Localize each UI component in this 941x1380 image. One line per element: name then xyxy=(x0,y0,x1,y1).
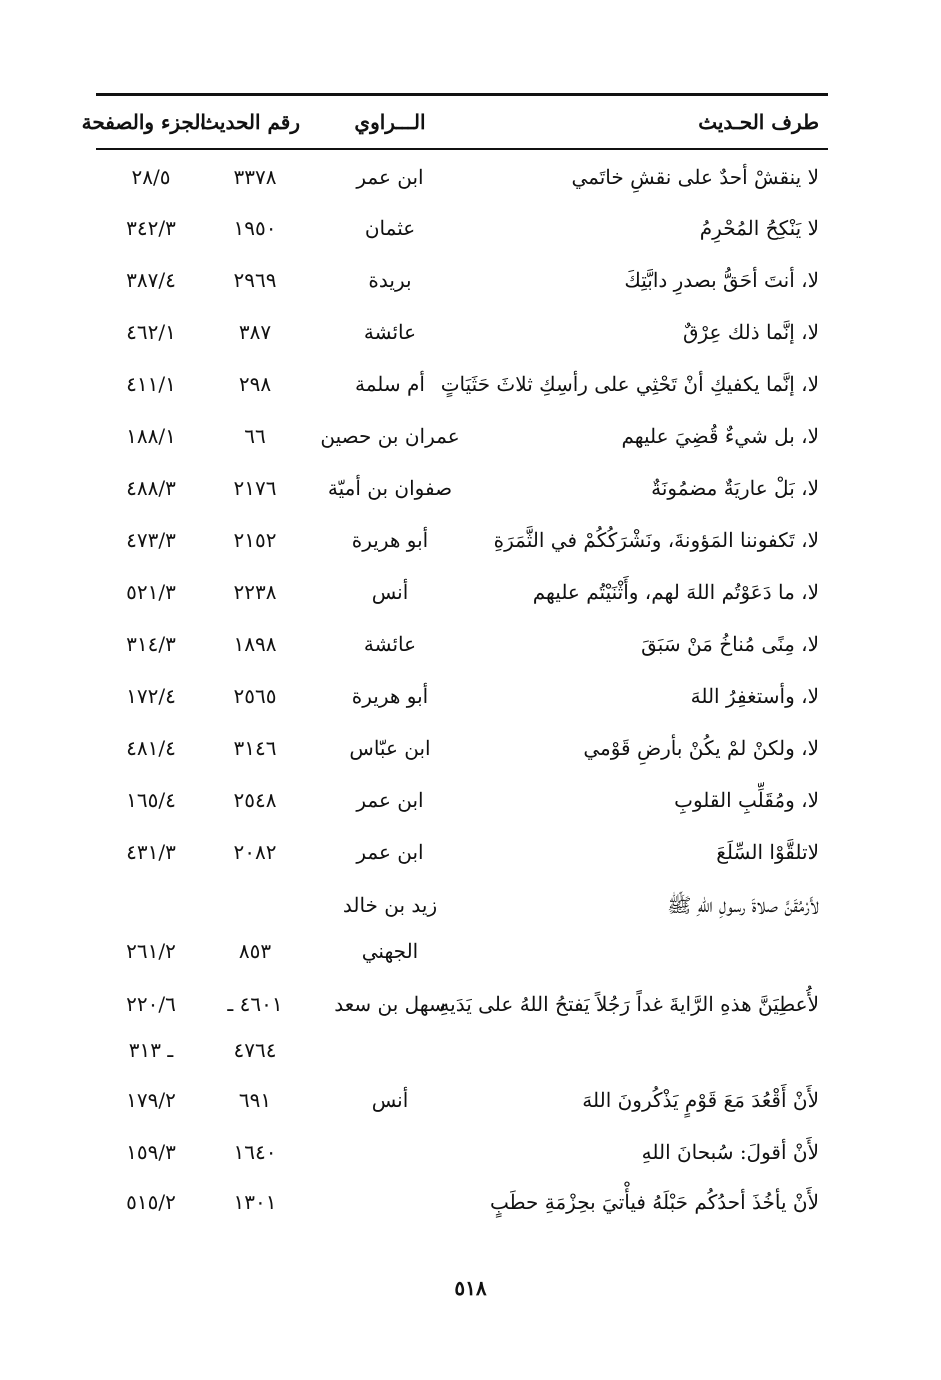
table-row xyxy=(0,476,941,526)
table-row xyxy=(0,528,941,578)
table-row xyxy=(0,992,941,1042)
narrator: أبو هريرة xyxy=(351,684,429,708)
volume-page: ٤٦٢/١ xyxy=(126,320,176,344)
volume-page: ١٧٩/٢ xyxy=(126,1088,176,1112)
header-narrator: الـــراوي xyxy=(354,110,426,134)
volume-page: ١٦٥/٤ xyxy=(126,788,176,812)
hadith-text: لا، تَكفوننا المَؤونةَ، ونَشْرَكُكُمْ في الثَّمَرَةِ xyxy=(493,528,819,552)
narrator: أنس xyxy=(371,1088,409,1112)
narrator: سهل بن سعد xyxy=(334,992,446,1016)
narrator: عمران بن حصين xyxy=(320,424,460,448)
hadith-number: ٤٧٦٤ xyxy=(233,1038,277,1062)
hadith-text: لا، بل شيءٌ قُضِيَ عليهم xyxy=(621,424,819,448)
narrator: ابن عمر xyxy=(356,165,424,189)
hadith-number: ٢٠٨٢ xyxy=(233,840,277,864)
table-row xyxy=(0,1088,941,1138)
narrator: بريدة xyxy=(368,268,412,292)
hadith-number: ٢٢٣٨ xyxy=(233,580,277,604)
hadith-text: لا، ومُقَلِّبِ القلوبِ xyxy=(674,788,819,812)
narrator: أبو هريرة xyxy=(351,528,429,552)
hadith-text: لا، مِنًى مُناخُ مَنْ سَبَقَ xyxy=(641,632,819,656)
hadith-number: ٦٦ xyxy=(244,424,266,448)
hadith-number: ٢٩٦٩ xyxy=(233,268,277,292)
header-hadith-text: طرف الحـديث xyxy=(698,110,819,134)
table-row xyxy=(0,893,941,943)
hadith-number: ١٣٠١ xyxy=(233,1190,277,1214)
hadith-text: لا، بَلْ عاريَةٌ مضمُونَةٌ xyxy=(651,476,819,500)
hadith-number: ١٩٥٠ xyxy=(233,216,277,240)
volume-page: ١٧٢/٤ xyxy=(126,684,176,708)
narrator: ابن عمر xyxy=(356,840,424,864)
table-row xyxy=(0,939,941,989)
narrator: عائشة xyxy=(363,632,417,656)
volume-page: ٤٨١/٤ xyxy=(126,736,176,760)
table-row xyxy=(0,736,941,786)
volume-page: ٤٨٨/٣ xyxy=(126,476,176,500)
narrator: أم سلمة xyxy=(355,372,425,396)
volume-page: ١٨٨/١ xyxy=(126,424,176,448)
table-row xyxy=(0,216,941,266)
narrator: عثمان xyxy=(364,216,416,240)
hadith-text: لا ينقشْ أحدٌ على نقشِ خاتَمي xyxy=(571,165,819,189)
volume-page: ٢٦١/٢ xyxy=(126,939,176,963)
hadith-text: لأَنْ يأخُذَ أحدُكُم حَبْلَهُ فيأْتيَ بحِزْمَةِ حطَبٍ xyxy=(489,1190,819,1214)
hadith-text: لا يَنْكِحُ المُحْرِمُ xyxy=(699,216,819,240)
narrator: ابن عمر xyxy=(356,788,424,812)
table-row xyxy=(0,840,941,890)
volume-page: ٤٣١/٣ xyxy=(126,840,176,864)
hadith-number: ٨٥٣ xyxy=(238,939,272,963)
table-row xyxy=(0,684,941,734)
table-row xyxy=(0,424,941,474)
hadith-text: لأَرْمُقَنَّ صلاةَ رسولِ اللهِ ﷺ xyxy=(667,893,819,917)
hadith-text: لا، أنتَ أحَقُّ بصدرِ دابَّتِكَ xyxy=(624,268,819,292)
volume-page: ٢٨/٥ xyxy=(131,165,171,189)
hadith-text: لا، ولكنْ لمْ يكُنْ بأرضِ قَوْمي xyxy=(583,736,819,760)
hadith-number: ٢١٧٦ xyxy=(233,476,277,500)
table-row xyxy=(0,1038,941,1088)
volume-page: ـ ٣١٣ xyxy=(128,1038,174,1062)
header-rule xyxy=(96,148,828,150)
hadith-number: ٦٩١ xyxy=(238,1088,272,1112)
narrator: صفوان بن أميّة xyxy=(327,476,453,500)
volume-page: ٣٨٧/٤ xyxy=(126,268,176,292)
volume-page: ٣٤٢/٣ xyxy=(126,216,176,240)
table-row xyxy=(0,788,941,838)
hadith-number: ٣١٤٦ xyxy=(233,736,277,760)
hadith-text: لا، ما دَعَوْتُم اللهَ لهم، وأَثْنَيْتُم عليهم xyxy=(532,580,819,604)
hadith-number: ١٨٩٨ xyxy=(233,632,277,656)
hadith-number: ٢٥٤٨ xyxy=(233,788,277,812)
volume-page: ١٥٩/٣ xyxy=(126,1140,176,1164)
hadith-text: لأَنْ أقولَ: سُبحانَ اللهِ xyxy=(641,1140,819,1164)
table-row xyxy=(0,268,941,318)
table-row xyxy=(0,1190,941,1240)
table-row xyxy=(0,632,941,682)
hadith-number: ٤٦٠١ ـ xyxy=(227,992,283,1016)
top-rule xyxy=(96,93,828,96)
volume-page: ٥٢١/٣ xyxy=(126,580,176,604)
hadith-text: لا، إنَّما ذلك عِرْقٌ xyxy=(682,320,819,344)
hadith-number: ٣٣٧٨ xyxy=(233,165,277,189)
volume-page: ٥١٥/٢ xyxy=(126,1190,176,1214)
hadith-number: ٢١٥٢ xyxy=(233,528,277,552)
narrator: ابن عبّاس xyxy=(349,736,431,760)
narrator: أنس xyxy=(371,580,409,604)
hadith-number: ٢٥٦٥ xyxy=(233,684,277,708)
hadith-text: لا، إنَّما يكفيكِ أنْ تَحْثِي على رأسِكِ ثلاثَ حَثَيَاتٍ xyxy=(440,372,819,396)
hadith-text: لاتلقَّوْا السِّلَعَ xyxy=(716,840,819,864)
hadith-text: لأُعطِيَنَّ هذهِ الرَّايةَ غداً رَجُلاً يَفتحُ اللهُ على يَدَيهِ xyxy=(439,992,819,1016)
narrator: زيد بن خالد xyxy=(342,893,438,917)
page-number: ٥١٨ xyxy=(454,1276,487,1300)
table-row xyxy=(0,1140,941,1190)
table-row xyxy=(0,580,941,630)
volume-page: ٤١١/١ xyxy=(126,372,176,396)
narrator: الجهني xyxy=(361,939,419,963)
hadith-text: لا، وأستغفِرُ اللهَ xyxy=(690,684,819,708)
header-hadith-number: رقم الحديث xyxy=(200,110,300,134)
table-row xyxy=(0,320,941,370)
hadith-text: لأَنْ أَقْعُدَ مَعَ قَوْمٍ يَذْكُرونَ اللهَ xyxy=(582,1088,819,1112)
volume-page: ٤٧٣/٣ xyxy=(126,528,176,552)
volume-page: ٢٢٠/٦ xyxy=(126,992,176,1016)
hadith-number: ١٦٤٠ xyxy=(233,1140,277,1164)
table-row xyxy=(0,372,941,422)
hadith-number: ٣٨٧ xyxy=(238,320,272,344)
header-volume-page: الجزء والصفحة xyxy=(81,110,206,134)
volume-page: ٣١٤/٣ xyxy=(126,632,176,656)
table-row xyxy=(0,165,941,215)
narrator: عائشة xyxy=(363,320,417,344)
hadith-number: ٢٩٨ xyxy=(238,372,272,396)
